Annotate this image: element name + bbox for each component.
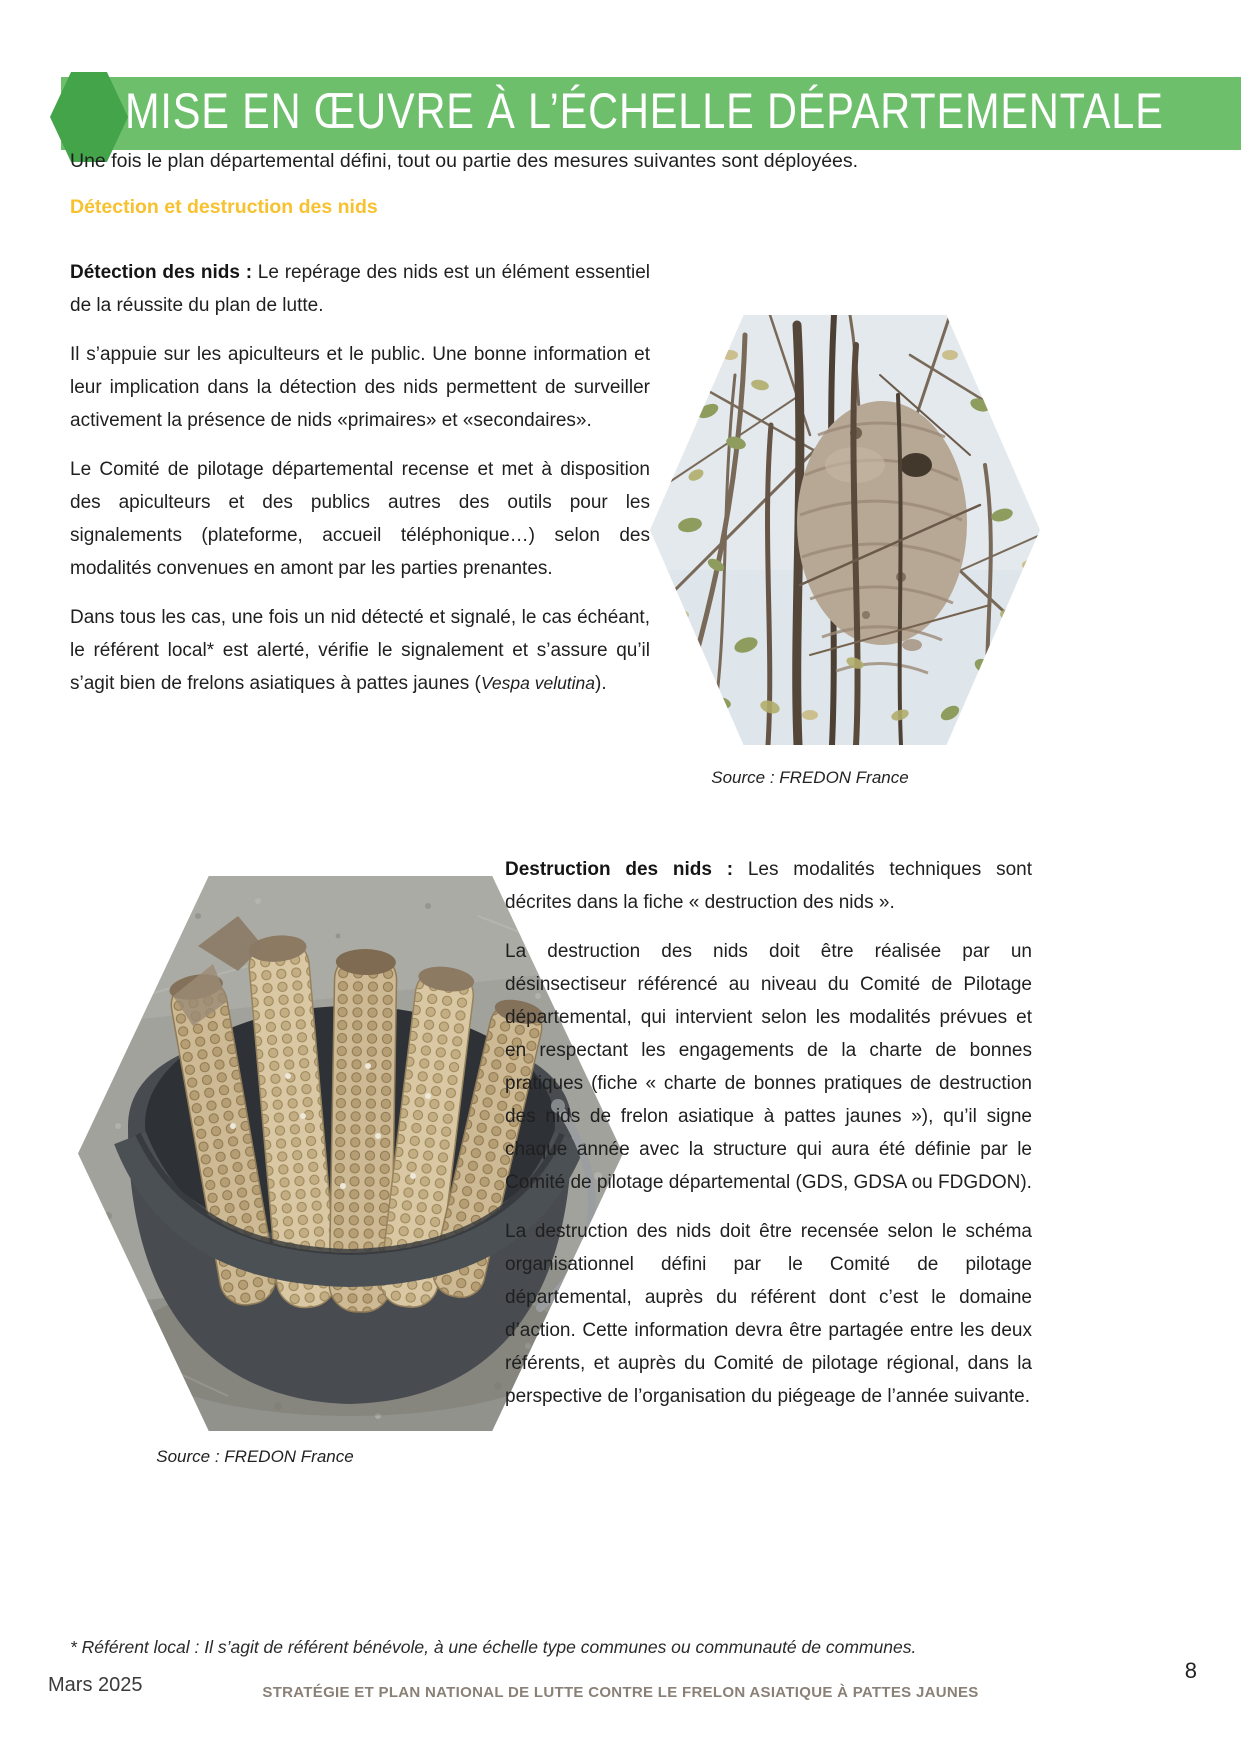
detection-text-column [70, 256, 650, 716]
image-source-caption: Source : FREDON France [711, 768, 909, 787]
footnote: * Référent local : Il s’agit de référent bénévole, à une échelle type communes ou communauté de communes. [70, 1637, 917, 1657]
paragraph: Il s’appuie sur les apiculteurs et le public. Une bonne information et leur implication dans la détection des nids permettent de surveiller activement la présence de nids «primaires» et «secondaires». [70, 344, 650, 431]
paragraph: Dans tous les cas, une fois un nid détecté et signalé, le cas échéant, le référent local* est alerté, vérifie le signalement et s’assure qu’il s’agit bien de frelons asiatiques à pattes jaunes (Vespa velutina). [70, 607, 650, 694]
page-number: 8 [1184, 1658, 1197, 1683]
paragraph-lead: Détection des nids : [70, 262, 253, 283]
footer-doc-title: STRATÉGIE ET PLAN NATIONAL DE LUTTE CONTRE LE FRELON ASIATIQUE À PATTES JAUNES [262, 1684, 979, 1701]
destruction-text-column [505, 853, 1032, 1429]
paragraph: La destruction des nids doit être recensée selon le schéma organisationnel défini par le Comité de pilotage départemental, auprès du référent dont c’est le domaine d’action. Cette information devra être partagée entre les deux référents, et auprès du Comité de pilotage régional, dans la perspective de l’organisation du piégeage de l’année suivante. [505, 1221, 1032, 1407]
paragraph: Détection des nids : Le repérage des nids est un élément essentiel de la réussite du plan de lutte. [70, 262, 650, 316]
paragraph: Le Comité de pilotage départemental recense et met à disposition des apiculteurs et des publics autres des outils pour les signalements (plateforme, accueil téléphonique…) selon des modalités convenues en amont par les parties prenantes. [70, 459, 650, 579]
paragraph: Destruction des nids : Les modalités techniques sont décrites dans la fiche « destruction des nids ». [505, 859, 1032, 913]
footer-date: Mars 2025 [48, 1674, 143, 1696]
hornet-nest-photo [650, 315, 1040, 745]
intro-text: Une fois le plan départemental défini, tout ou partie des mesures suivantes sont déployées. [70, 150, 859, 172]
page-title: MISE EN ŒUVRE À L’ÉCHELLE DÉPARTEMENTALE [125, 83, 1164, 139]
header-banner [61, 77, 1241, 150]
hornet-nest-illustration [650, 315, 1040, 745]
section-heading: Détection et destruction des nids [70, 196, 378, 218]
species-name: Vespa velutina [480, 673, 596, 693]
image-source-caption: Source : FREDON France [156, 1447, 354, 1466]
paragraph: La destruction des nids doit être réalisée par un désinsectiseur référencé au niveau du Comité de Pilotage départemental, qui intervient selon les modalités prévues et en respectant les engagements de la charte de bonnes pratiques (fiche « charte de bonnes pratiques de destruction des nids de frelon asiatique à pattes jaunes »), qu’il signe chaque année avec la structure qui aura été définie par le Comité de pilotage départemental (GDS, GDSA ou FDGDON). [505, 941, 1032, 1193]
paragraph-lead: Destruction des nids : [505, 859, 734, 880]
